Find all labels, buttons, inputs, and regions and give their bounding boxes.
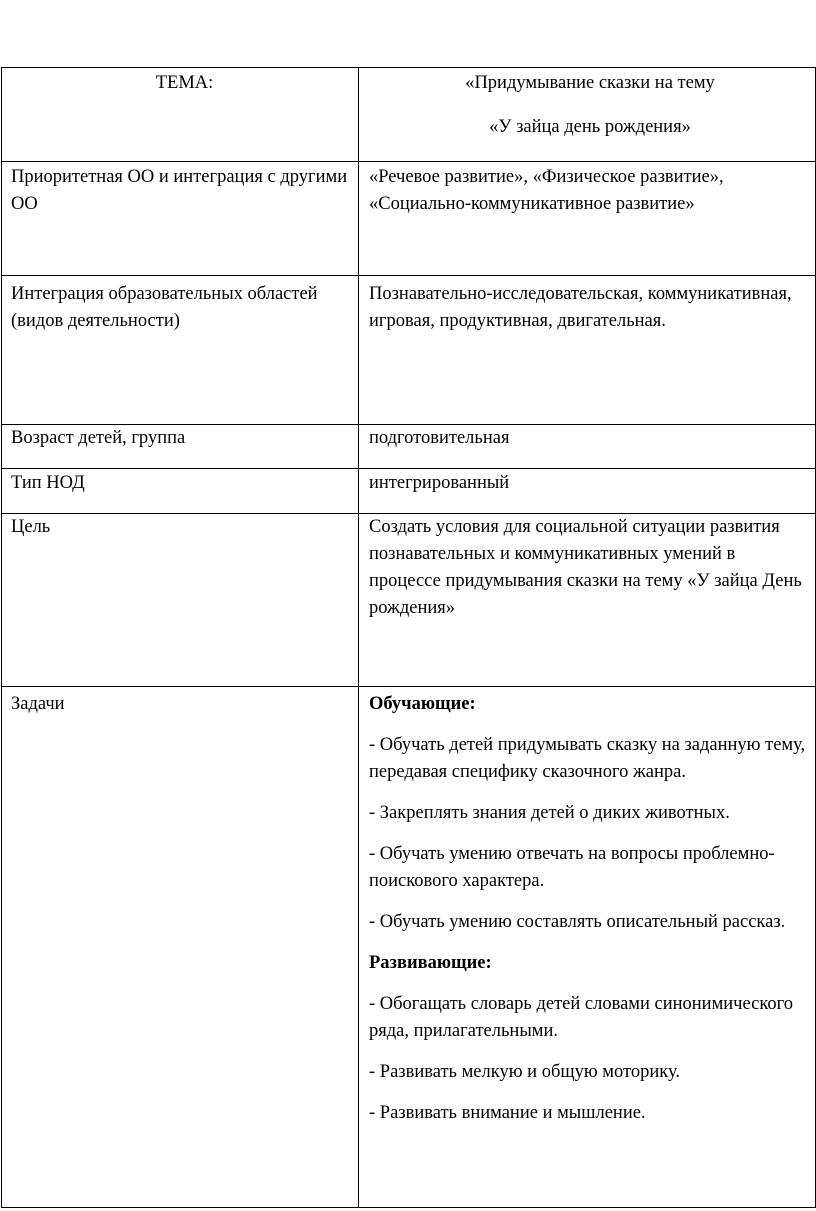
task-group-title: Развивающие: <box>369 953 492 973</box>
tasks-value-cell <box>359 687 816 1208</box>
type-label: Тип НОД <box>11 473 85 493</box>
task-item: - Развивать мелкую и общую моторику. <box>369 1062 681 1082</box>
theme-label: ТЕМА: <box>155 73 214 93</box>
tasks-label-cell <box>2 687 359 1208</box>
age-value-cell <box>359 425 816 469</box>
table-row-theme <box>2 68 816 162</box>
task-item: - Обучать умению составлять описательный рассказ. <box>369 912 786 932</box>
tasks-list <box>369 687 811 1127</box>
type-label-cell <box>2 469 359 514</box>
task-item: - Обучать детей придумывать сказку на заданную тему, передавая специфику сказочного жанра. <box>369 735 806 782</box>
priority-label-cell <box>2 162 359 276</box>
priority-value-cell <box>359 162 816 276</box>
tasks-label: Задачи <box>11 694 65 714</box>
table-row-age <box>2 425 816 469</box>
theme-line-1: «Придумывание сказки на тему <box>465 73 715 93</box>
integration-value: Познавательно-исследовательская, коммуникативная, игровая, продуктивная, двигательная. <box>369 284 792 331</box>
table-row-priority <box>2 162 816 276</box>
integration-label-cell <box>2 276 359 425</box>
theme-label-cell <box>2 68 359 162</box>
task-item: - Развивать внимание и мышление. <box>369 1103 646 1123</box>
lesson-plan-table <box>1 67 816 1208</box>
task-item: - Закреплять знания детей о диких животных. <box>369 803 730 823</box>
age-label: Возраст детей, группа <box>11 428 186 448</box>
age-value: подготовительная <box>369 428 510 448</box>
task-group-teaching <box>369 691 811 936</box>
table-row-goal <box>2 514 816 687</box>
task-item: - Обучать умению отвечать на вопросы проблемно-поискового характера. <box>369 844 775 891</box>
task-group-developing <box>369 950 811 1127</box>
priority-value: «Речевое развитие», «Физическое развитие», «Социально-коммуникативное развитие» <box>369 167 724 214</box>
task-group-title: Обучающие: <box>369 694 476 714</box>
goal-label-cell <box>2 514 359 687</box>
integration-label: Интеграция образовательных областей (видов деятельности) <box>11 284 318 331</box>
priority-label: Приоритетная ОО и интеграция с другими ОО <box>11 167 348 214</box>
integration-value-cell <box>359 276 816 425</box>
table-row-type <box>2 469 816 514</box>
goal-value-cell <box>359 514 816 687</box>
goal-label: Цель <box>11 517 51 537</box>
table-row-integration <box>2 276 816 425</box>
theme-value-cell <box>359 68 816 162</box>
theme-value <box>369 68 811 141</box>
type-value: интегрированный <box>369 473 510 493</box>
age-label-cell <box>2 425 359 469</box>
table-row-tasks <box>2 687 816 1208</box>
task-item: - Обогащать словарь детей словами синонимического ряда, прилагательными. <box>369 994 794 1041</box>
theme-line-2: «У зайца день рождения» <box>489 117 691 137</box>
type-value-cell <box>359 469 816 514</box>
goal-value: Создать условия для социальной ситуации развития познавательных и коммуникативных умений в процессе придумывания сказки на тему «У зайца День рождения» <box>369 517 802 618</box>
